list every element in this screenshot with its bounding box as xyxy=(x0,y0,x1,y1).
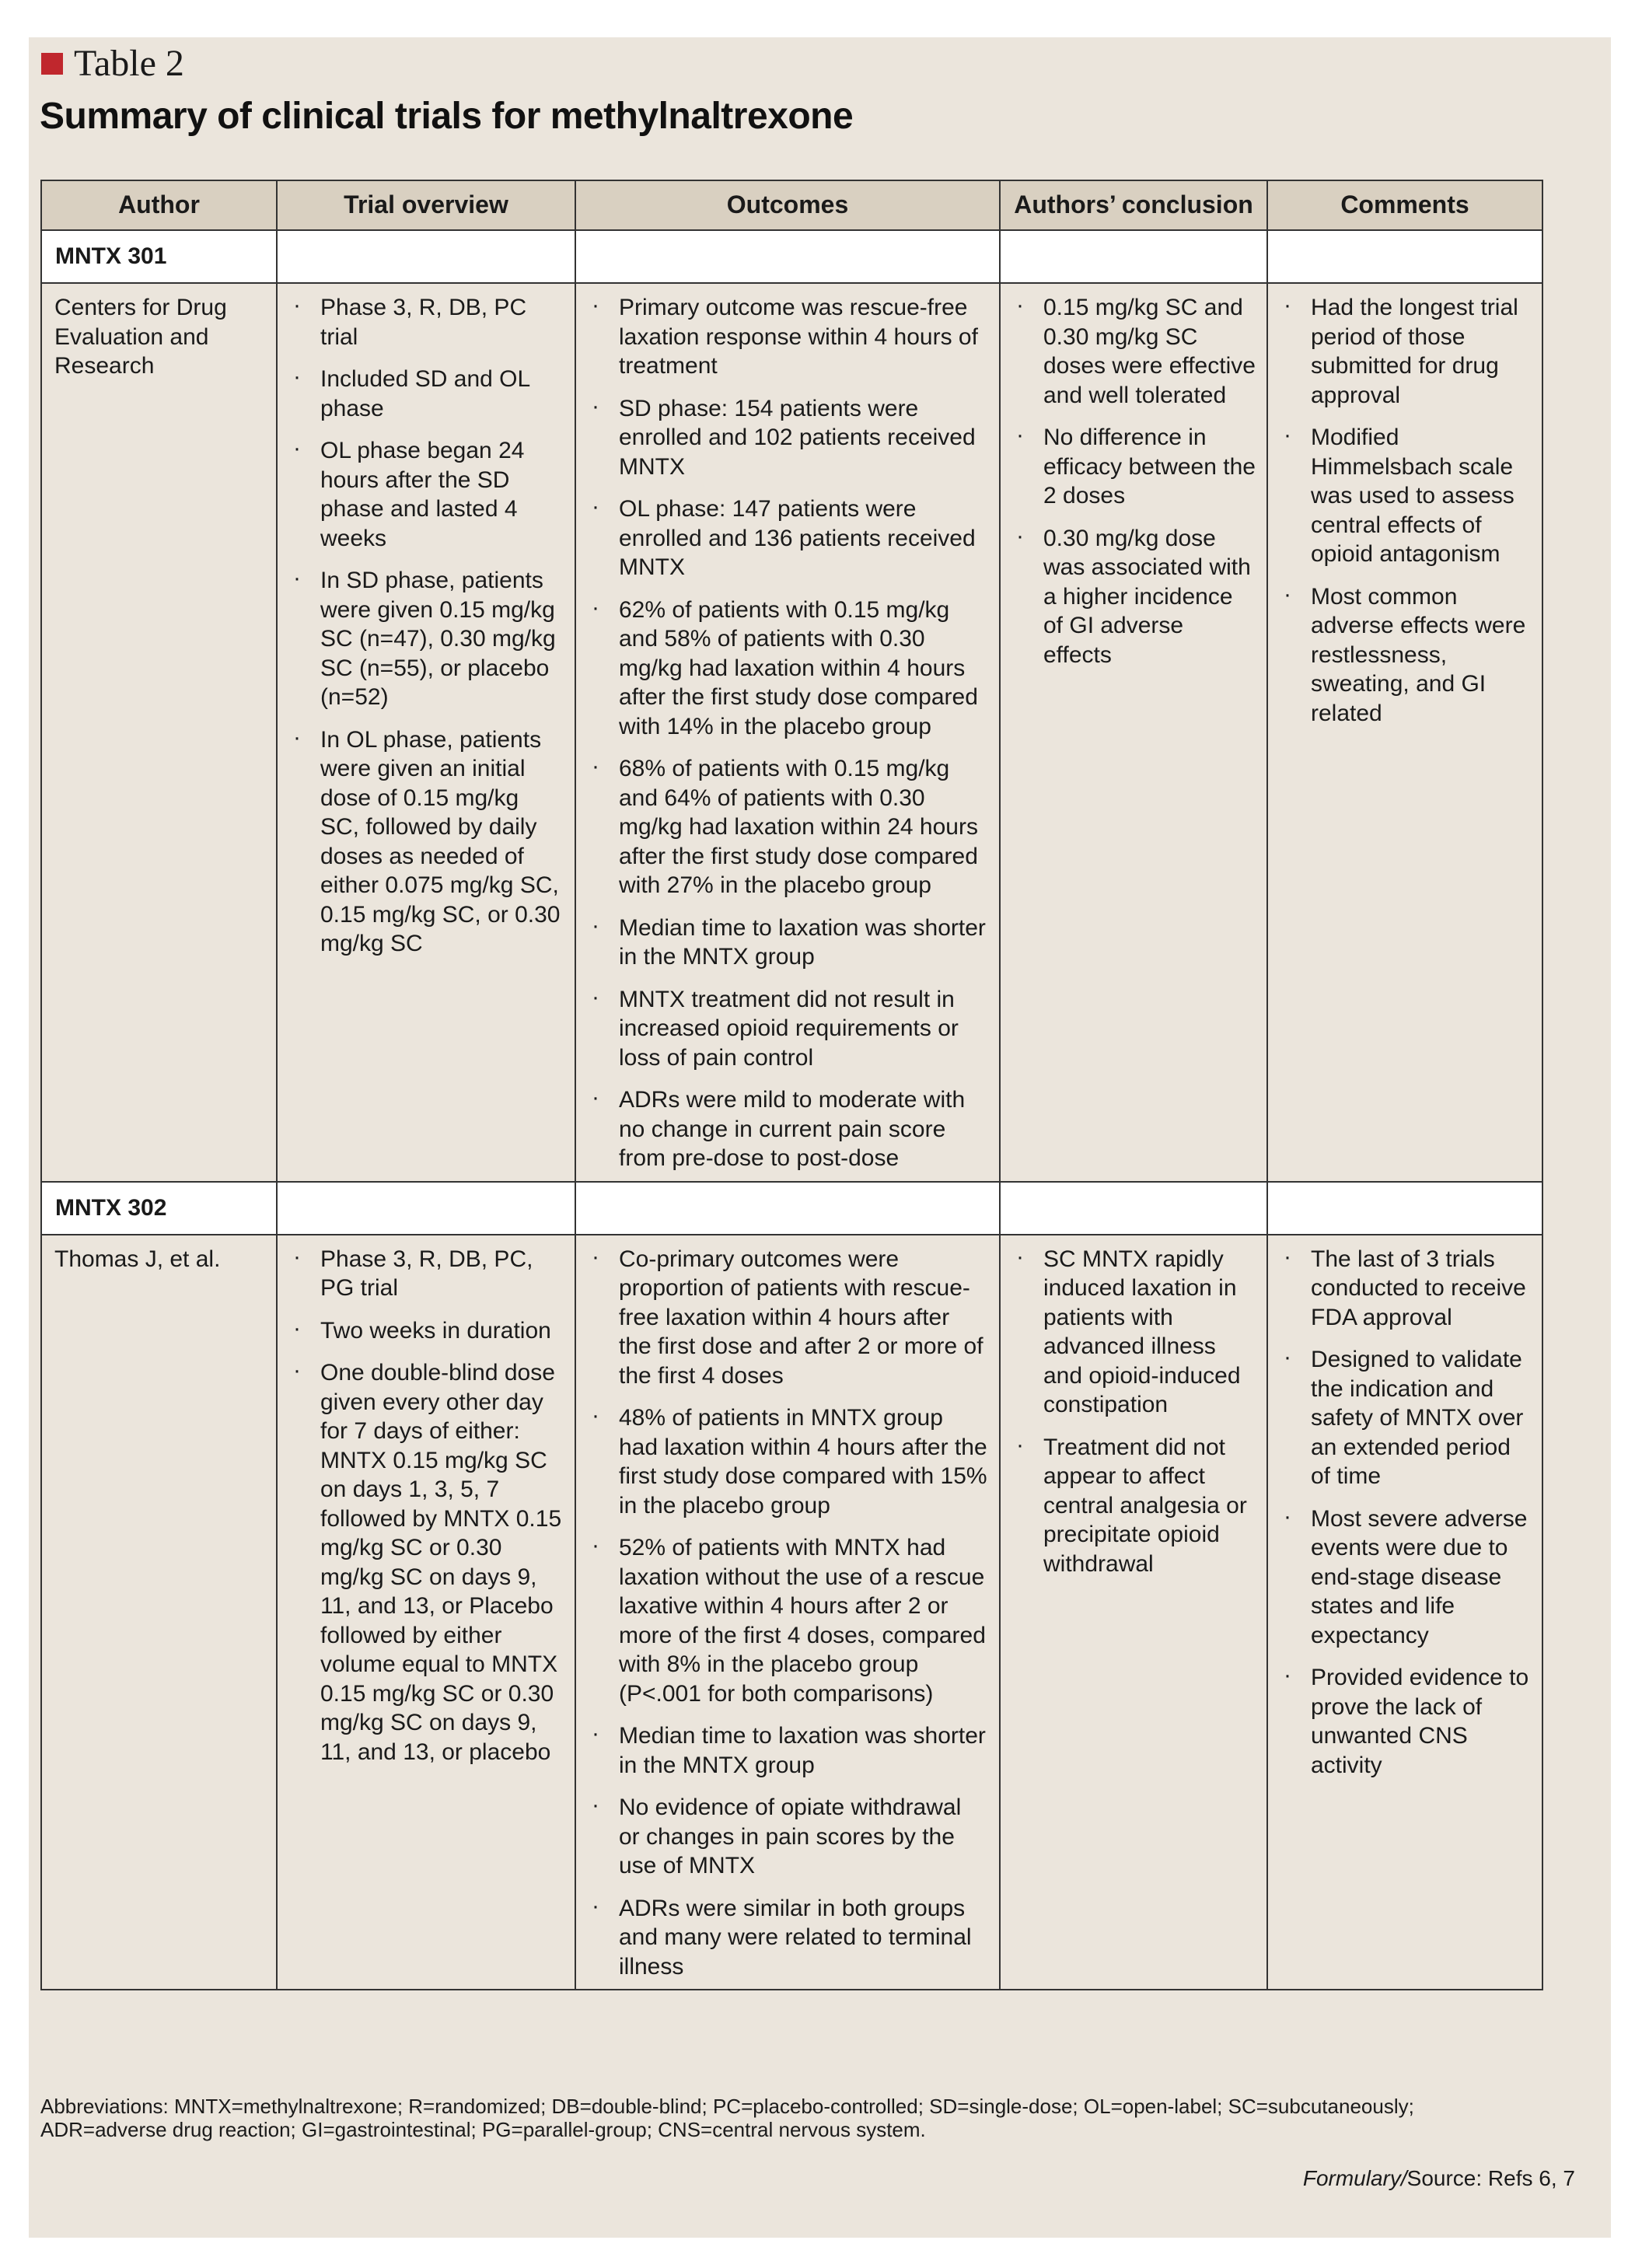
list-item: · 48% of patients in MNTX group had laxation within 4 hours after the first study dose compared with 15% in the placebo group xyxy=(589,1403,988,1520)
list-item: · Primary outcome was rescue-free laxation response within 4 hours of treatment xyxy=(589,293,988,381)
list-item: · Provided evidence to prove the lack of unwanted CNS activity xyxy=(1280,1663,1531,1780)
group-row-mntx-302 xyxy=(41,1182,1542,1235)
list-item: · 68% of patients with 0.15 mg/kg and 64% of patients with 0.30 mg/kg had laxation within 24 hours after the first study dose compared with 27% in the placebo group xyxy=(589,754,988,900)
abbreviations-note xyxy=(40,2095,1564,2141)
list-item: · Most severe adverse events were due to end-stage disease states and life expectancy xyxy=(1280,1504,1531,1651)
comments-cell xyxy=(1267,283,1542,1182)
list-item: · 0.15 mg/kg SC and 0.30 mg/kg SC doses were effective and well tolerated xyxy=(1013,293,1256,410)
overview-cell xyxy=(277,1235,575,1990)
conclusion-cell xyxy=(1000,1235,1267,1990)
col-header-conclusion: Authors’ conclusion xyxy=(1000,180,1267,230)
list-item: · ADRs were mild to moderate with no change in current pain score from pre-dose to post-dose xyxy=(589,1085,988,1173)
list-item: · Co-primary outcomes were proportion of patients with rescue-free laxation within 4 hours after the first dose and after 2 or more of the first 4 doses xyxy=(589,1245,988,1391)
group-label: MNTX 302 xyxy=(41,1182,277,1235)
header-row xyxy=(41,180,1542,230)
outcomes-cell xyxy=(575,1235,1000,1990)
list-item: · Median time to laxation was shorter in the MNTX group xyxy=(589,1721,988,1780)
group-label: MNTX 301 xyxy=(41,230,277,283)
overview-cell xyxy=(277,283,575,1182)
table-row xyxy=(41,283,1542,1182)
source-credit xyxy=(1303,2166,1575,2191)
list-item: · Had the longest trial period of those submitted for drug approval xyxy=(1280,293,1531,410)
abbreviations-line: ADR=adverse drug reaction; GI=gastrointestinal; PG=parallel-group; CNS=central nervous system. xyxy=(40,2118,926,2141)
col-header-author: Author xyxy=(41,180,277,230)
col-header-outcomes: Outcomes xyxy=(575,180,1000,230)
list-item: · Phase 3, R, DB, PC, PG trial xyxy=(290,1245,564,1303)
list-item: · 0.30 mg/kg dose was associated with a higher incidence of GI adverse effects xyxy=(1013,524,1256,670)
table-title: Summary of clinical trials for methylnaltrexone xyxy=(40,96,854,137)
list-item: · ADRs were similar in both groups and many were related to terminal illness xyxy=(589,1894,988,1982)
author-cell: Centers for Drug Evaluation and Research xyxy=(41,283,277,1182)
list-item: · OL phase began 24 hours after the SD phase and lasted 4 weeks xyxy=(290,436,564,553)
list-item: · 52% of patients with MNTX had laxation without the use of a rescue laxative within 4 hours after 2 or more of the first 4 doses, compared with 8% in the placebo group (P<.001 for both comparisons) xyxy=(589,1533,988,1708)
list-item: · Two weeks in duration xyxy=(290,1316,564,1346)
trials-table xyxy=(40,180,1543,1990)
red-square-icon xyxy=(41,53,63,75)
list-item: · No difference in efficacy between the 2 doses xyxy=(1013,423,1256,511)
abbreviations-line: Abbreviations: MNTX=methylnaltrexone; R=randomized; DB=double-blind; PC=placebo-controlled; SD=single-dose; OL=open-label; SC=subcutaneously; xyxy=(40,2095,1414,2118)
comments-cell xyxy=(1267,1235,1542,1990)
author-cell: Thomas J, et al. xyxy=(41,1235,277,1990)
group-row-mntx-301 xyxy=(41,230,1542,283)
list-item: · SC MNTX rapidly induced laxation in patients with advanced illness and opioid-induced constipation xyxy=(1013,1245,1256,1420)
table-label xyxy=(41,42,184,85)
list-item: · Modified Himmelsbach scale was used to assess central effects of opioid antagonism xyxy=(1280,423,1531,569)
col-header-comments: Comments xyxy=(1267,180,1542,230)
list-item: · In SD phase, patients were given 0.15 mg/kg SC (n=47), 0.30 mg/kg SC (n=55), or placebo (n=52) xyxy=(290,566,564,712)
list-item: · Treatment did not appear to affect central analgesia or precipitate opioid withdrawal xyxy=(1013,1433,1256,1579)
list-item: · One double-blind dose given every other day for 7 days of either: MNTX 0.15 mg/kg SC on days 1, 3, 5, 7 followed by MNTX 0.15 mg/kg SC or 0.30 mg/kg SC on days 9, 11, and 13, or Placebo followed by either volume equal to MNTX 0.15 mg/kg SC or 0.30 mg/kg SC on days 9, 11, and 13, or placebo xyxy=(290,1358,564,1767)
table-row xyxy=(41,1235,1542,1990)
list-item: · MNTX treatment did not result in increased opioid requirements or loss of pain control xyxy=(589,985,988,1073)
list-item: · Phase 3, R, DB, PC trial xyxy=(290,293,564,351)
list-item: · OL phase: 147 patients were enrolled and 136 patients received MNTX xyxy=(589,494,988,582)
list-item: · Included SD and OL phase xyxy=(290,365,564,423)
list-item: · No evidence of opiate withdrawal or changes in pain scores by the use of MNTX xyxy=(589,1793,988,1881)
list-item: · Most common adverse effects were restlessness, sweating, and GI related xyxy=(1280,582,1531,729)
col-header-overview: Trial overview xyxy=(277,180,575,230)
list-item: · Median time to laxation was shorter in the MNTX group xyxy=(589,914,988,972)
outcomes-cell xyxy=(575,283,1000,1182)
source-refs: Source: Refs 6, 7 xyxy=(1406,2166,1575,2190)
source-publication: Formulary/ xyxy=(1302,2166,1407,2190)
conclusion-cell xyxy=(1000,283,1267,1182)
list-item: · Designed to validate the indication and safety of MNTX over an extended period of time xyxy=(1280,1345,1531,1491)
list-item: · The last of 3 trials conducted to receive FDA approval xyxy=(1280,1245,1531,1333)
table-number: Table 2 xyxy=(74,43,184,84)
list-item: · 62% of patients with 0.15 mg/kg and 58% of patients with 0.30 mg/kg had laxation within 4 hours after the first study dose compared with 14% in the placebo group xyxy=(589,596,988,742)
list-item: · SD phase: 154 patients were enrolled and 102 patients received MNTX xyxy=(589,394,988,482)
list-item: · In OL phase, patients were given an initial dose of 0.15 mg/kg SC, followed by daily doses as needed of either 0.075 mg/kg SC, 0.15 mg/kg SC, or 0.30 mg/kg SC xyxy=(290,725,564,959)
